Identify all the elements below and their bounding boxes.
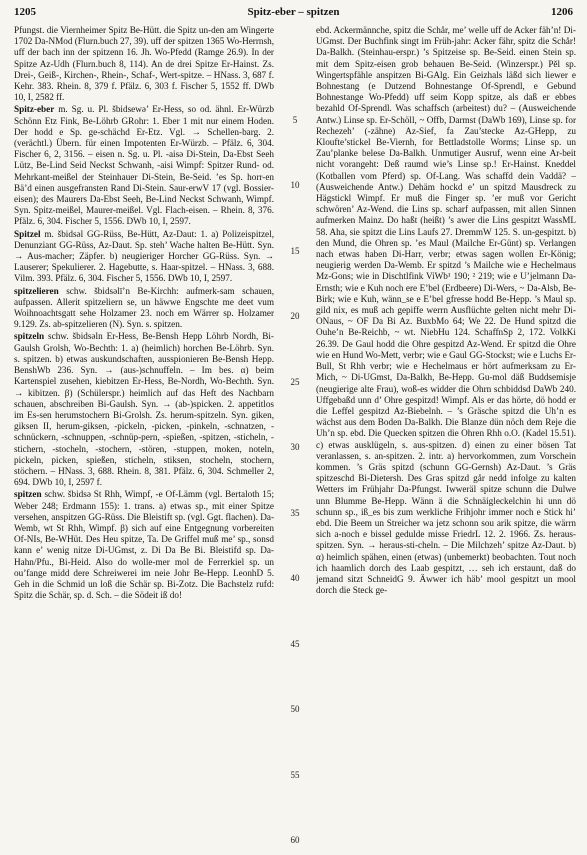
line-number: 45	[290, 639, 300, 649]
line-number: 30	[290, 442, 300, 452]
entry-headword: spitzelieren	[14, 285, 59, 296]
entry-body: schw. šbidsǝln Er-Hess, Be-Bensh Hepp Löhrb Nordh, Bi-Gaulsh Grolsh, Wo-Bechth: 1. a) (heimlich) horchen Be-Löhrb. Syn. s. spitzen. b) etwas auskundschaften, ausspionieren Be-Bensh Hepp. BenshWb 236. Syn. → (aus-)schnuffeln. – Im bes. α) beim Kartenspiel zusehen, kiebitzen Er-Hess, Be-Nordh, Wo-Bechth. Syn. → kibitzen. β) (Schülerspr.) heimlich auf das Heft des Nachbarn schauen, abschreiben Bi-Gaulsh. Syn. → (ab-)spicken. 2. appetitlos im Es-sen herumstochern Bi-Grolsh. Zs. herum-spitzeln. Syn. giken, giksen II, herum-giksen, -pickeln, -picken, -pinkeln, -schnatzen, -schnückern, -schnuppen, -schnüp-pern, -spießen, -spitzen, -sticheln, -stichern, -stocheln, -stochern, -stören, -stuppen, moken, noteln, pickeln, picken, spießen, sticheln, stiksen, stocheln, stochern, stöchern. – HNass. 3, 688. Rhein. 8, 381. Pfälz. 6, 304. Schmeller 2, 694. DWb 10, I, 2597 f.	[14, 331, 274, 488]
entry-spitzelieren	[14, 286, 274, 331]
page-number-left: 1205	[14, 6, 36, 18]
line-number: 25	[290, 377, 300, 387]
entry-spitzen	[14, 489, 274, 601]
line-number: 20	[290, 311, 300, 321]
entry-spitzel	[14, 229, 274, 285]
running-title: Spitz-eber – spitzen	[247, 6, 340, 18]
entry-body: m. Sg. u. Pl. šbidsewǝ’ Er-Hess, so od. ähnl. Er-Würzb Schönn Etz Fink, Be-Löhrb GRohr: 1. Eber 1 mit nur einem Hoden. Der hodd e Sp. ge-schächd Er-Etz. Vgl. → Schellen-barg. 2. (verächtl.) Übern. für einen Impotenten Er-Würzb. – Pfälz. 6, 304. Fischer 6, 2, 3156. – eisen n. Sg. u. Pl. -aisǝ Di-Stein, Da-Ebst Seeh Lütz, Be-Lind Seid Neckst Schwanh, -aisi Wimpf: Spitzer Rund- od. Mehrkant-meißel der Steinhauer Di-Stein, Be-Seid. ’es Sp. horr-en Bä’d einen ausgefransten Rand Di-Stein. Saur-erwV 17 (vgl. Bossier-eisen); des Maurers Da-Ebst Seeh, Be-Lind Neckst Schwanh, Wimpf. Syn. Spitz-meißel, Maurer-meißel. Vgl. Flach-eisen. – Rhein. 8, 376. Pfälz. 6, 304. Fischer 5, 1556. DWb 10, I, 2597.	[14, 104, 274, 227]
entry-spitze-cont: Pfungst. die Viernheimer Spitz Be-Hütt. die Spitz un-den am Wingerte 1702 Da-NMod (Flurn.buch 27, 39). uff der spitzen 1365 Wo-Herrnsh, uff der bach inn der spitzenn 16. Jh. Wo-Pfedd (Ramge 26.9). In der Spitze Az-Udh (Flurn.buch 8, 114). An de drei Spitze Er-Hainst. Zs. Drei-, Geiß-, Kirchen-, Rhein-, Schaf-, Wert-spitze. – HNass. 3, 687 f. Kehr. 383. Rhein. 8, 379 f. Pfälz. 6, 303 f. Fischer 5, 1552 ff. DWb 10, I, 2582 ff.	[14, 25, 274, 103]
line-number: 10	[290, 180, 300, 190]
line-number: 35	[290, 508, 300, 518]
entry-spitzen-cont: ebd. Ackermännche, spitz die Schår, me’ welle uff de Acker fäh’n! Di-UGmst. Der Buchfink singt im Früh-jahr: Acker fähr, spitz die Schår! Da-Balkh. (Steinhau-erspr.) ’s Spitzeise sp. Be-Seid. einen Stein sp. mit dem Spitz-eisen grob behauen Be-Seid. (Winzerspr.) Pěl sp. Wingertspfähle anspitzen Bi-GAlg. Ein Geizhals läßd sich liewer e Bohnestang (e Dutzend Bohnestange Of-Sprendl, e Gebund Bohnestange Wo-Pfedd) uff seim Kopp spitze, als daß er ebbes bezahld Of-Sprendl. Was schaffsch (arbeitest) du? – (Ausweichende Antw.) Linse sp. Er-Schöll, ~ Offb, Darmst (DaWb 169), Linse sp. for Rechezeh’ (-zähne) Az-Sief, fa Zau’stecke Az-GHepp, zu Kloufte’stickel Be-Viernh, for Bettladstolle Worms; Linse sp. un Zau’planke belese Da-Balkh. Unmutiger Ausruf, wenn eine Ar-beit nicht vorangeht: Deß raumd wie’s Linse sp.! Er-Hainst. Kneddel (Kotballen vom Pferd) sp. Of-Lang. Was schaffd dein Vaddä? – (Ausweichende Antw.) Dehäm hockd e’ un spitzd Mausdreck zu Hägstickl Wimpf. Er muß die Finger sp. ’er muß vor Gericht schwören’ Az-Wend. die Lins sp. scharf aufpassen, mit allen Sinnen aufmerken Mainz. Do haßt (heißt) ’s awer die Lins gespitzt WassML 58. Aha, sie spitzt die Lins Laufs 27. DremmW 125. S. un-gespitzt. b) den Mund, die Ohren sp. ’es Maul (Mailche Er-Günt) sp. Verlangen nach etwas haben Di-Harr, verbr; etwas sagen wollen Er-König; neugierig werden Da-Wemb. Er spitzd ’s Mailche wie e Hechelmaus Mz-Gons; wie in Dischtlfink ViWb¹ 190; ² 219; wie e U’jelmann Da-Ernsth; wie e Kuh noch ere E’bel (Erdbeere) Di-Wers, ~ Da-Alsb, Be-Birk; wie e Kuh, wänn_se e E’bel gfresse hodd Be-Hepp. ’s Maul sp. gild nix, es muß ach gepiffe werrn Ausflüchte gelten nicht mehr Di-ONaus, ~ OF Da Bi Az. BuxbMo 64; We 22. De Hund spitzd die Ouhe’n Be-Reichb, ~ wt. NiebHu 124. SchaffnSp 2, 172. VolkKi 26.39. De Gaul hodd die Ohre gespitzd Az-Wend. Er spitzd die Ohre wie en Hund Wo-Mett, verbr; wie e Gaul GG-Stockst; wie e Luchs Er-Bull, St Rhh verbr; wie e Hechelmaus er hört aufmerksam zu Er-Mich, ~ Di-UGmst, Da-Balkh, Be-Hepp. Gu-mol däß Buddsemisje (neugierige alte Frau), woß-es widder die Ohrn schbiddsd DaWb 240. Uffgebaßd unn d’ Ohre gespitzd! Wimpf. Als er das hörte, dö hodd er die Leffel gespitzd Az-Biebelnh. – ’s Gräsche spitzd die Uh’n es wächst aus dem Boden Da-Balkh. Die Blanze dün nöch dem Reje die Uh’n sp. ebd. Die Quecken spitzen die Ohren Rhh o.O. (Kadel 15.51). c) etwas ausklügeln, s. aus-spitzen. d) einen zu einer bösen Tat veranlassen, s. an-spitzen. 2. intr. a) hervorkommen, zum Vorschein kommen. ’s Gräs spitzd (schunn GG-Gernsh) Az-Daut. ’s Gräs spitzeschd Bi-Dietersh. Des Gras spitzd går nedd infolge zu kalten Wetters im Frühjahr Da-Pfungst. Iwweräl spitze schunn die Dulwe unn Blumme Be-Hepp. Wänn ä die Schnäigleckelchin hi unn dö schunn sp., iß_es bis zum werkliche Frihjohr immer noch e Stick hi’ ebd. Die Beem un Streicher wa jetz schonn sou arik spitze, die wärrn sich a-noch e bissel gedulde misse FriedrL 12. 2. 1966. Zs. heraus-spitzen. Syn. → heraus-sti-cheln. – Die Milchzeh’ spitze Az-Daut. b) α) heimlich spähen, einen (etwas) (unbemerkt) beobachten. Tout noch ich haamlich dorch des Laab gespitzt, … seh ich erstaunt, daß do jemand sitzt SchneidG 9. Äwwer ich häb’ mool gespitzt un mool dorch die Steck ge-	[316, 25, 576, 596]
line-number: 55	[290, 770, 300, 780]
page-number-right: 1206	[551, 6, 573, 18]
line-number: 15	[290, 246, 300, 256]
entry-body: schw. šbidsǝ St Rhh, Wimpf, -e Of-Lämm (vgl. Bertaloth 15; Weber 248; Erdmann 155): 1. trans. a) etwas sp., mit einer Spitze versehen, anspitzen GG-Rüss. Die Bleistift sp. (vgl. Ggt. flachen). Da-Wemb, wt St Rhh, Wimpf. β) sich auf eine Entgegnung vorbereiten Of-NIs, Be-WHüt. Des Heu spitze, Ta. De Griffel muß me’ sp., sonsd kann e’ wenig nitze Di-UGmst, z. Di Da Be Bi. Bleistifd sp. Da-Hahn/Pfu., Bi-Heid. Also do wolle-mer mol de Ferrerkiel sp. un ou’fange midd dere Schreiwerei im neie Johr Be-Hepp. LeonhD 5. Geh in die Schmid un loß die Schär sp. Bi-Zotz. Die Bachstelz rufd: Spitz die Schär, sp. d. Sch. – die Södeit iß do!	[14, 489, 274, 601]
line-number: 50	[290, 704, 300, 714]
line-number: 5	[292, 115, 298, 125]
entry-headword: Spitz-eber	[14, 104, 55, 115]
line-number: 60	[290, 835, 300, 845]
page-header	[14, 6, 573, 22]
left-column	[14, 25, 274, 601]
entry-body: schw. šbidsǝlī’n Be-Kirchh: aufmerk-sam schauen, aufpassen. Allerit spitzeliern se, un häwwe Engschte me deet vum Woihnoachtsgatt sehe Holzamer 23. noch em Wärrer sp. Holzamer 9.129. Zs. ab-spitzelieren (N). Syn. s. spitzen.	[14, 285, 274, 330]
line-number: 40	[290, 573, 300, 583]
entry-headword: spitzeln	[14, 331, 45, 342]
entry-spitzeln	[14, 331, 274, 488]
entry-body: m. šbidsǝl GG-Rüss, Be-Hütt, Az-Daut: 1. a) Polizeispitzel, Denunziant GG-Rüss, Az-Daut. Sp. steh’ Wache halten Be-Hütt. Syn. → Aus-macher; Zäpfer. b) neugieriger Horcher GG-Rüss. Syn. → Lauserer; Spekulierer. 2. Hagebutte, s. Haar-spitzel. – HNass. 3, 688. Vilm. 393. Pfälz. 6, 304. Fischer 5, 1556. DWb 10, I, 2597.	[14, 228, 274, 284]
right-column	[316, 25, 576, 596]
entry-spitz-eber	[14, 104, 274, 227]
entry-headword: Spitzel	[14, 228, 41, 239]
entry-headword: spitzen	[14, 489, 42, 500]
